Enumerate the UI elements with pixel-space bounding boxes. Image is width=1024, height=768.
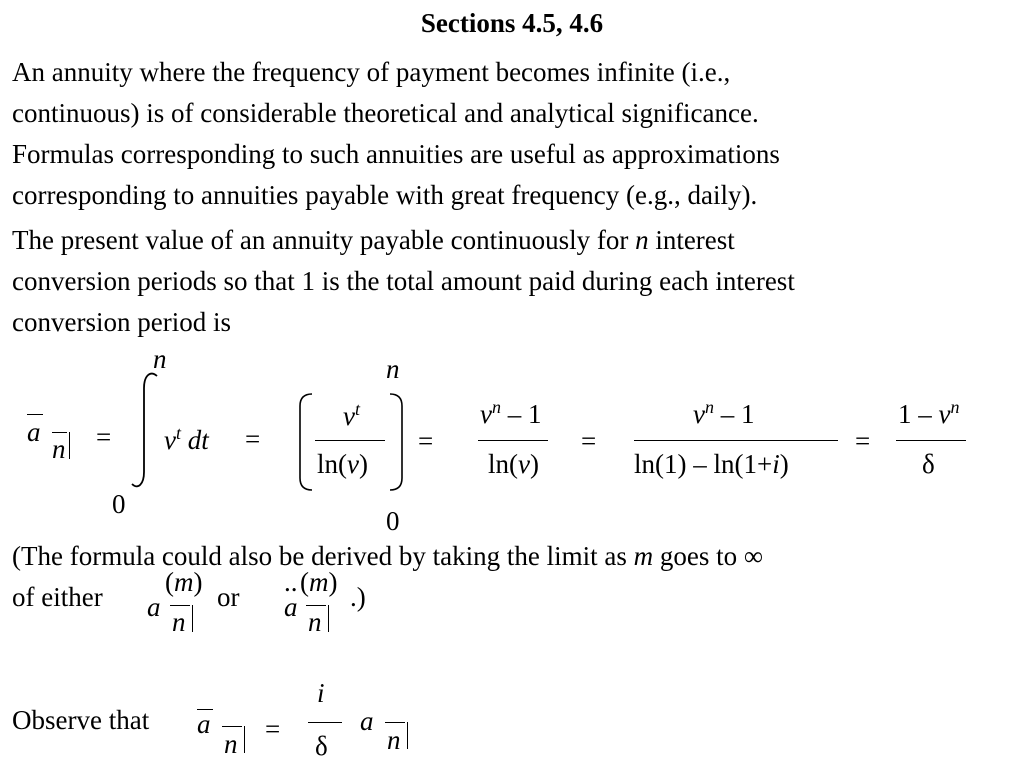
pv-line: The present value of an annuity payable continuously for n interest xyxy=(12,225,735,255)
delta-symbol: δ xyxy=(922,449,935,479)
angle-bar xyxy=(385,722,405,723)
left-bracket-icon xyxy=(296,392,316,492)
intro-line: An annuity where the frequency of payment becomes infinite (i.e., xyxy=(12,57,731,87)
angle-bar xyxy=(306,605,326,606)
numerator-1-minus-vn: $1 - v^n$ xyxy=(898,397,960,429)
term-n: n xyxy=(224,729,238,759)
term-n: n xyxy=(172,607,186,637)
equals-sign: = xyxy=(418,426,434,456)
annuity-symbol: a xyxy=(360,706,374,736)
intro-line: continuous) is of considerable theoretical and analytical significance. xyxy=(12,98,759,128)
page-title: Sections 4.5, 4.6 xyxy=(420,8,604,38)
equals-sign: = xyxy=(855,426,871,456)
evaluation-lower: 0 xyxy=(386,506,400,536)
angle-vertical xyxy=(328,605,329,632)
denominator-ln-difference: ln(1) – ln(1+i) xyxy=(634,449,789,479)
or-word: or xyxy=(217,582,240,612)
angle-vertical xyxy=(192,605,193,632)
fraction-bar xyxy=(634,440,838,441)
angle-vertical xyxy=(244,726,245,753)
pv-line: conversion periods so that 1 is the total amount paid during each interest xyxy=(12,266,795,296)
annuity-symbol: a xyxy=(27,417,41,447)
limit-note-line: (The formula could also be derived by taking the limit as m goes to ∞ xyxy=(12,541,764,571)
observe-label: Observe that xyxy=(12,705,150,735)
right-bracket-icon xyxy=(386,392,406,492)
intro-line: corresponding to annuities payable with great frequency (e.g., daily). xyxy=(12,180,758,210)
closing-paren: .) xyxy=(350,582,366,612)
integral-lower-limit: 0 xyxy=(112,489,126,519)
evaluation-upper: n xyxy=(386,354,400,384)
numerator-i: i xyxy=(317,678,325,708)
term-n: n xyxy=(387,725,401,755)
fraction-bar xyxy=(315,440,385,441)
present-value-paragraph xyxy=(12,220,1017,343)
limit-note-line: of either xyxy=(12,582,103,612)
annuity-symbol: a xyxy=(197,709,211,739)
integral-upper-limit: n xyxy=(153,344,167,374)
annuity-symbol: a xyxy=(284,592,298,622)
fraction-bar xyxy=(308,722,342,723)
numerator-vt: $v^t$ xyxy=(343,399,360,431)
fraction-bar xyxy=(478,440,548,441)
overbar xyxy=(27,414,43,415)
intro-line: Formulas corresponding to such annuities are useful as approximations xyxy=(12,139,780,169)
numerator-vn-minus-1: $v^n - 1$ xyxy=(693,397,755,429)
pv-line: conversion period is xyxy=(12,307,231,337)
intro-paragraph xyxy=(12,52,1017,216)
numerator-vn-minus-1: $v^n - 1$ xyxy=(480,397,542,429)
term-n: n xyxy=(52,434,66,464)
superscript-m: (m) xyxy=(165,567,203,597)
angle-vertical xyxy=(407,722,408,749)
integrand: $v^t$ dt xyxy=(164,423,209,455)
angle-bar xyxy=(170,605,190,606)
fraction-bar xyxy=(896,440,966,441)
term-n: n xyxy=(308,607,322,637)
angle-vertical xyxy=(69,432,70,459)
delta-symbol: δ xyxy=(315,731,328,761)
denominator-ln-v: ln(v) xyxy=(488,449,539,479)
annuity-symbol: a xyxy=(147,592,161,622)
equals-sign: = xyxy=(265,714,281,744)
diaeresis: .. xyxy=(284,567,298,597)
equals-sign: = xyxy=(581,426,597,456)
denominator-ln-v: ln(v) xyxy=(317,449,368,479)
angle-bar xyxy=(52,432,67,433)
equals-sign: = xyxy=(245,424,261,454)
angle-bar xyxy=(222,726,242,727)
superscript-m: (m) xyxy=(300,567,338,597)
integral-sign-icon xyxy=(130,370,160,490)
equals-sign: = xyxy=(96,422,112,452)
